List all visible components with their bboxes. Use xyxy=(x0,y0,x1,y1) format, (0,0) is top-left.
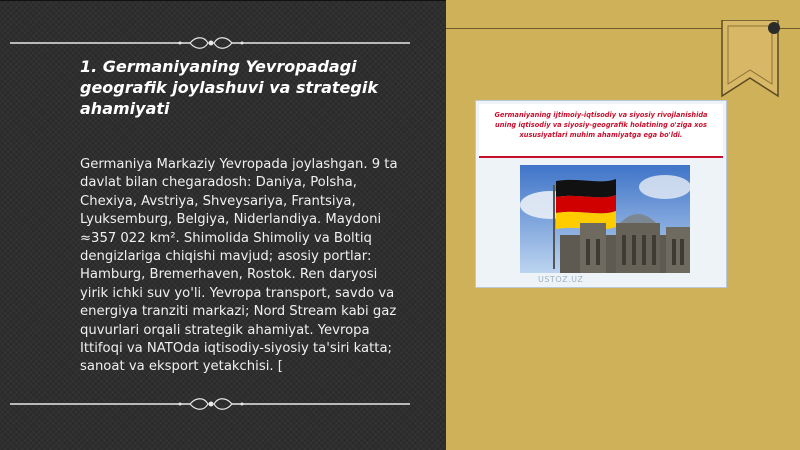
slide-body-text: Germaniya Markaziy Yevropada joylashgan. 9 ta davlat bilan chegaradosh: Daniya, Polsha, Chexiya, Avstriya, Shveysariya, Frantsiya, Lyuksemburg, Belgiya, Niderlandiya. Maydoni ≈357 022 km². Shimolida Shimoliy va Boltiq dengizlariga chiqishi mavjud; asosiy portlar: Hamburg, Bremerhaven, Rostok. Ren daryosi yirik ichki suv yo'li. Yevropa transport, savdo va energiya tranziti markazi; Nord Stream kabi gaz quvurlari orqali strategik ahamiyat. Yevropa Ittifoqi va NATOda iqtisodiy-siyosiy ta'siri katta; sanoat va eksport yetakchisi. [ xyxy=(80,157,398,375)
bottom-ornament-icon xyxy=(10,397,410,411)
image-watermark: USTOZ.UZ xyxy=(538,275,584,284)
bookmark-ribbon-icon xyxy=(718,20,782,98)
top-edge xyxy=(0,0,446,1)
top-ornament-icon xyxy=(10,36,410,50)
image-banner-text: Germaniyaning ijtimoiy-iqtisodiy va siyosiy rivojlanishida uning iqtisodiy va siyosiy-geografik holatining o'ziga xos xususiyatlari muhim ahamiyatga ega bo'ldi. xyxy=(479,104,723,158)
slide-title: 1. Germaniyaning Yevropadagi geografik joylashuvi va strategik ahamiyati xyxy=(80,57,378,118)
image-card xyxy=(475,100,727,288)
german-flag-reichstag-photo xyxy=(520,165,690,273)
